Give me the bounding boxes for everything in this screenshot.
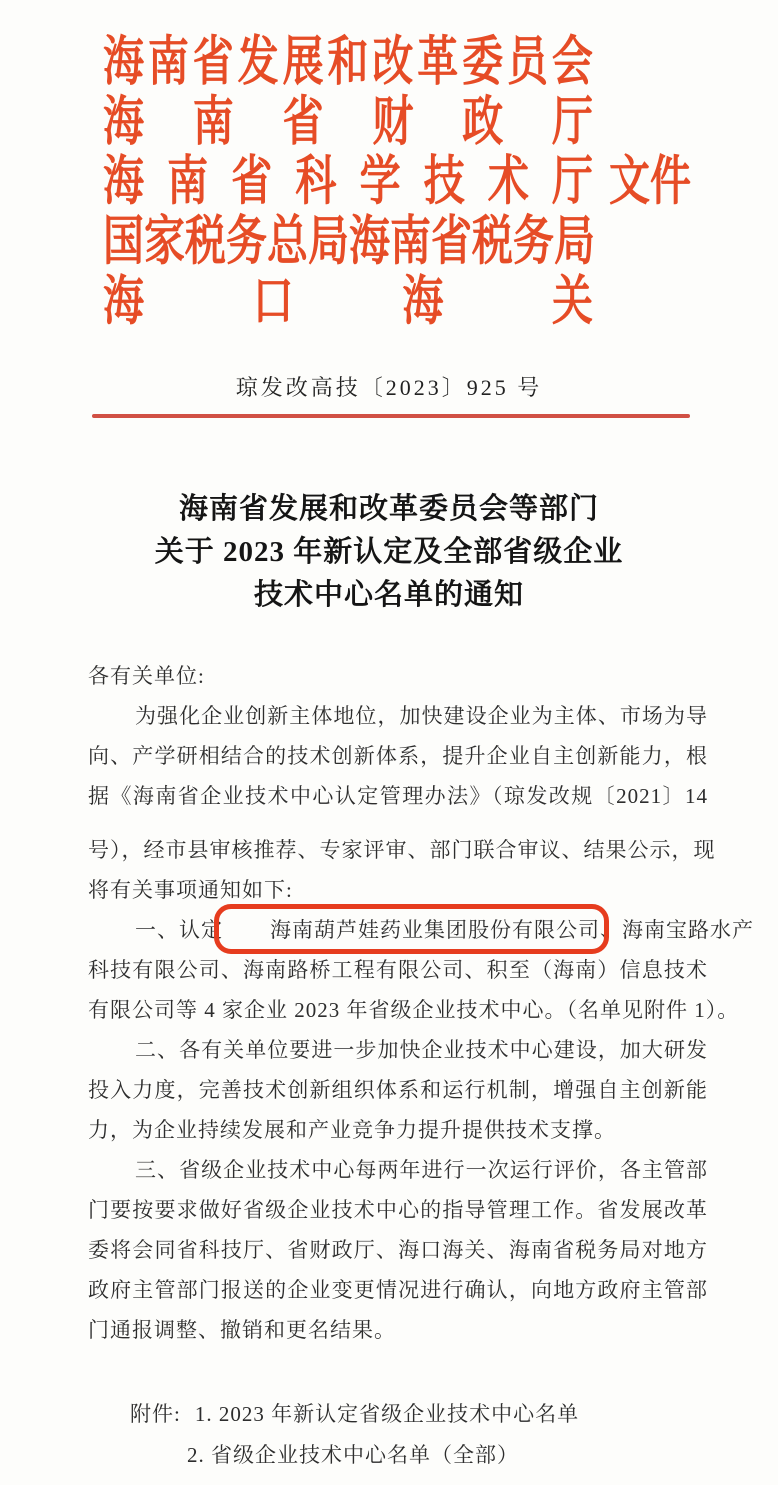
title-line-1: 海南省发展和改革委员会等部门 bbox=[178, 493, 599, 525]
body-line: 门要按要求做好省级企业技术中心的指导管理工作。省发展改革 bbox=[88, 1198, 708, 1222]
doc-type-suffix: 文件 bbox=[609, 150, 691, 211]
agency-line-4: 国 家 税 务 总 局 海 南 省 税 务 局 bbox=[103, 210, 595, 271]
agency-line-1: 海 南 省 发 展 和 改 革 委 员 会 bbox=[103, 30, 593, 91]
body-line: 科技有限公司、海南路桥工程有限公司、积至（海南）信息技术 bbox=[88, 958, 708, 982]
body-line: 二、各有关单位要进一步加快企业技术中心建设，加大研发 bbox=[135, 1038, 708, 1062]
attachment-line-1 bbox=[130, 1394, 579, 1435]
title-line-2: 关于 2023 年新认定及全部省级企业 bbox=[154, 536, 624, 568]
red-divider bbox=[92, 414, 690, 418]
body-line: 三、省级企业技术中心每两年进行一次运行评价，各主管部 bbox=[135, 1158, 708, 1182]
attachments bbox=[130, 1394, 579, 1476]
body-line: 投入力度，完善技术创新组织体系和运行机制，增强自主创新能 bbox=[88, 1078, 708, 1102]
line-text-before: 一、认定 bbox=[135, 918, 223, 942]
agency-header bbox=[103, 26, 691, 331]
body-line: 号），经市县审核推荐、专家评审、部门联合审议、结果公示，现 bbox=[88, 838, 716, 862]
body-line: 有限公司等 4 家企业 2023 年省级企业技术中心。（名单见附件 1）。 bbox=[88, 998, 740, 1022]
document-body bbox=[88, 656, 754, 1350]
body-line: 为强化企业创新主体地位，加快建设企业为主体、市场为导 bbox=[135, 704, 708, 728]
agency-row bbox=[103, 26, 691, 91]
body-line: 将有关事项通知如下: bbox=[88, 878, 293, 902]
agency-row bbox=[103, 146, 691, 211]
body-line: 据《海南省企业技术中心认定管理办法》（琼发改规〔2021〕14 bbox=[88, 784, 708, 808]
agency-line-3: 海 南 省 科 学 技 术 厅 bbox=[103, 150, 593, 211]
agency-row bbox=[103, 266, 691, 331]
body-line: 政府主管部门报送的企业变更情况进行确认，向地方政府主管部 bbox=[88, 1278, 708, 1302]
doc-number: 琼发改高技〔2023〕925 号 bbox=[235, 375, 543, 400]
highlight-box bbox=[223, 910, 600, 950]
attachment-label: 附件: bbox=[130, 1402, 181, 1426]
agency-row bbox=[103, 86, 691, 151]
line-text-after: 、海南宝路水产 bbox=[600, 918, 754, 942]
highlighted-company: 海南葫芦娃药业集团股份有限公司 bbox=[270, 918, 600, 942]
body-line: 门通报调整、撤销和更名结果。 bbox=[88, 1318, 396, 1342]
attachment-item-1: 1. 2023 年新认定省级企业技术中心名单 bbox=[194, 1402, 580, 1426]
salutation: 各有关单位: bbox=[88, 664, 205, 688]
body-line: 力，为企业持续发展和产业竞争力提升提供技术支撑。 bbox=[88, 1118, 616, 1142]
agency-line-2: 海 南 省 财 政 厅 bbox=[103, 90, 593, 151]
title-line-3: 技术中心名单的通知 bbox=[253, 579, 524, 611]
document-title bbox=[0, 488, 778, 617]
attachment-item-2: 2. 省级企业技术中心名单（全部） bbox=[187, 1443, 519, 1467]
body-line: 委将会同省科技厅、省财政厅、海口海关、海南省税务局对地方 bbox=[88, 1238, 708, 1262]
body-line: 向、产学研相结合的技术创新体系，提升企业自主创新能力，根 bbox=[88, 744, 708, 768]
body-line-highlighted bbox=[88, 910, 754, 950]
agency-row bbox=[103, 206, 691, 271]
agency-line-5: 海 口 海 关 bbox=[103, 270, 593, 331]
